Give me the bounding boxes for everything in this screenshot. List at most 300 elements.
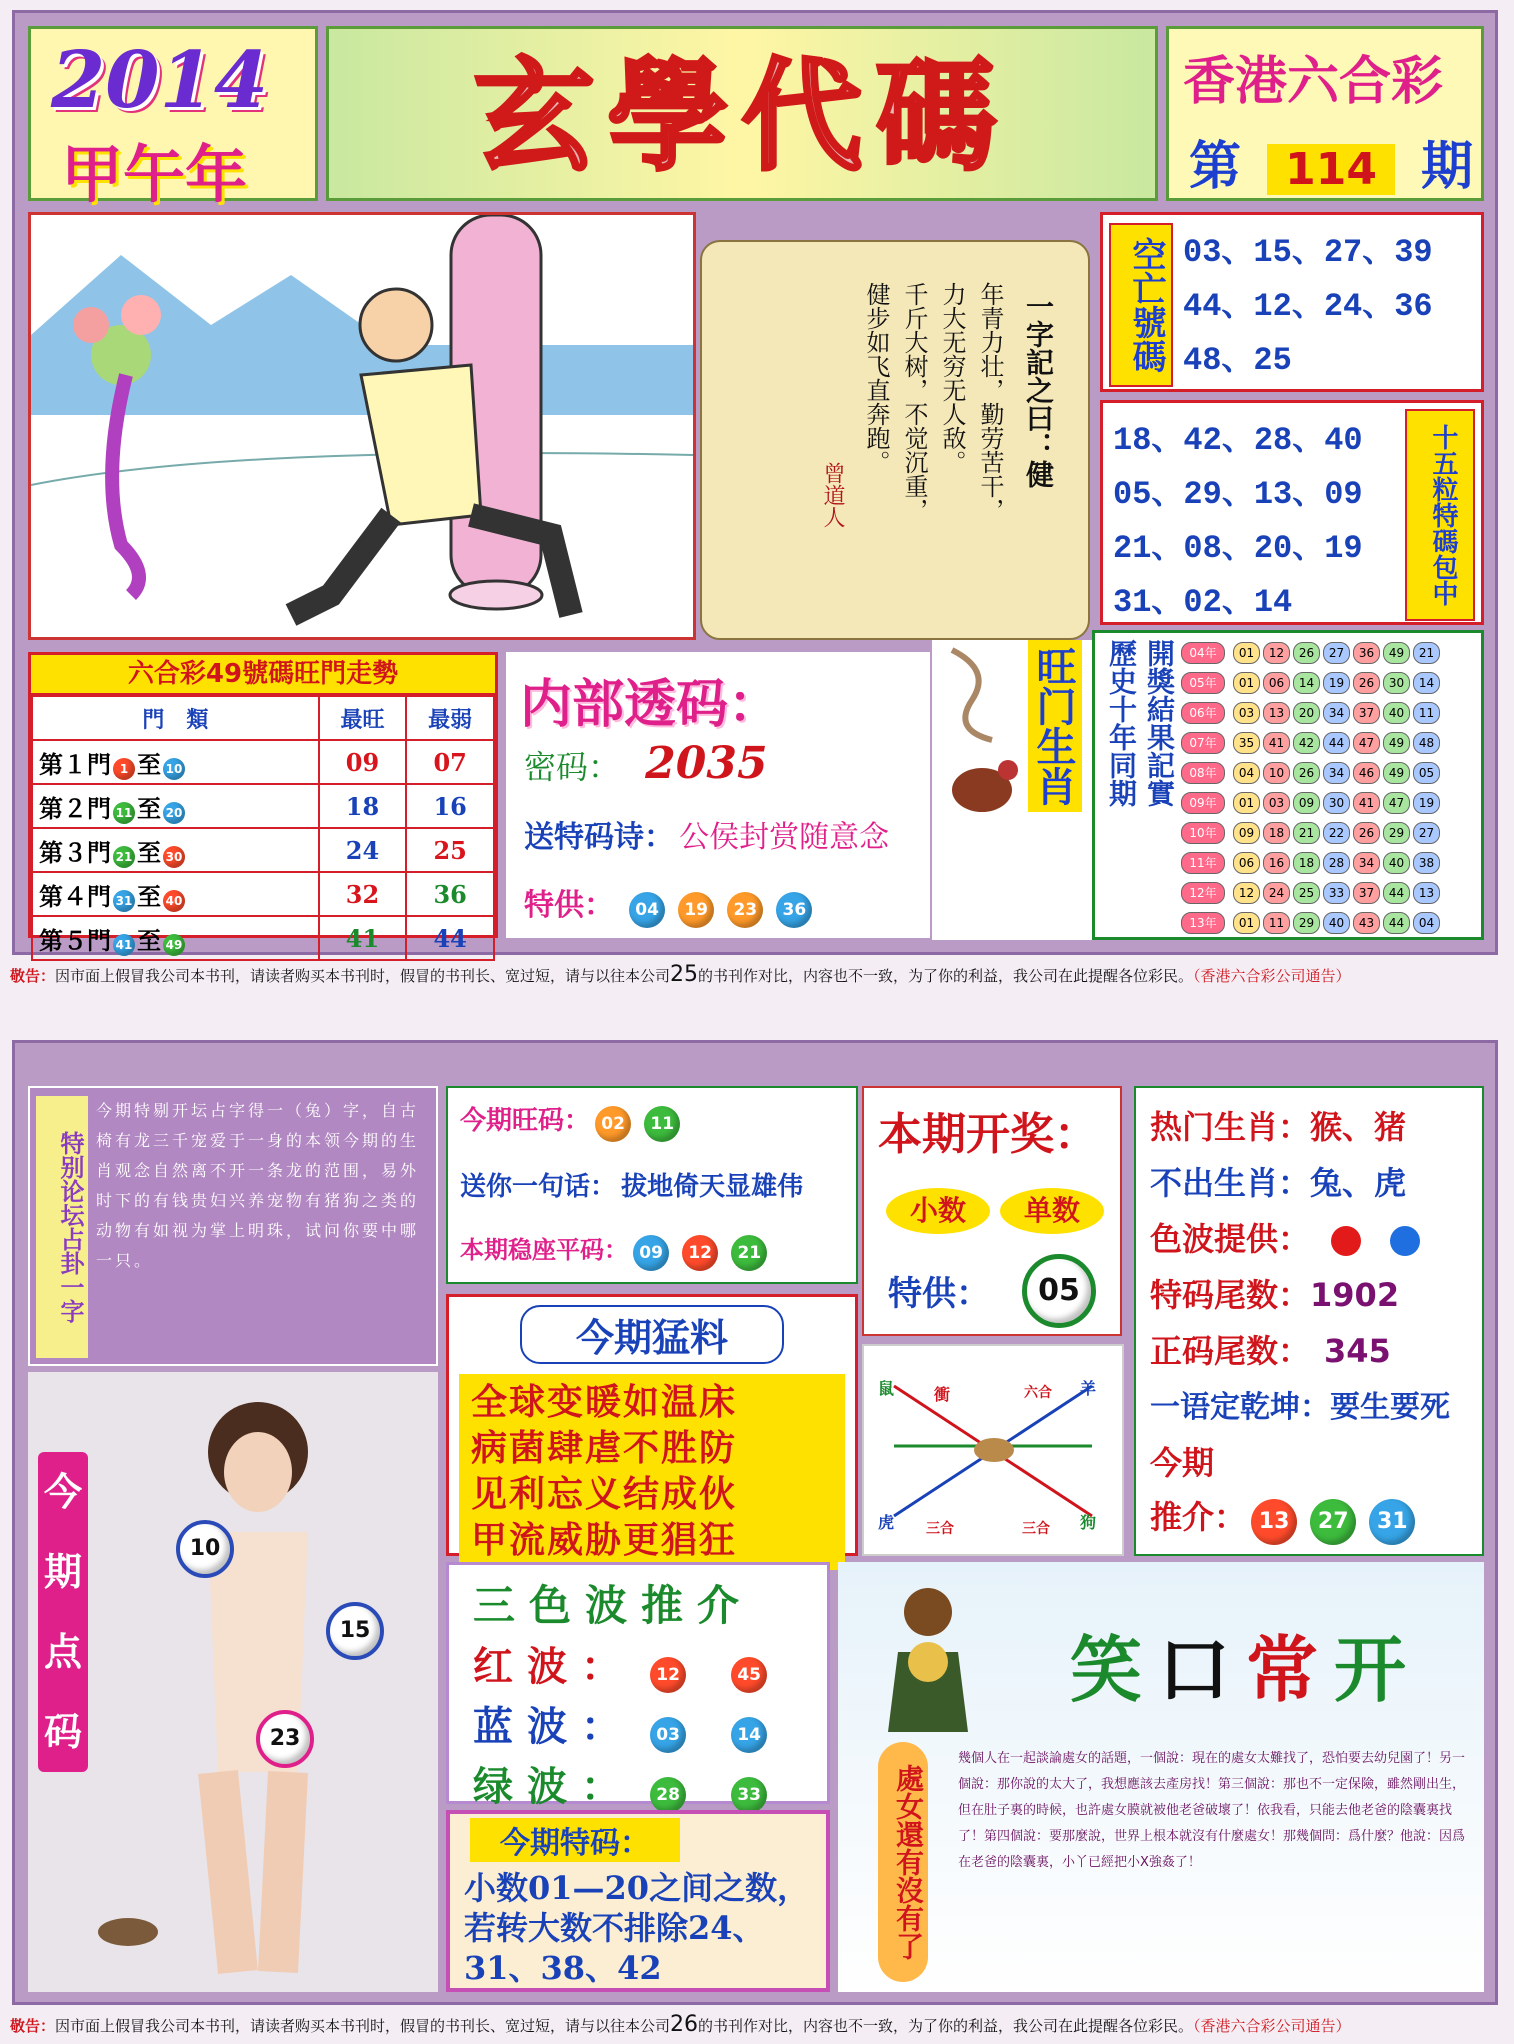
issue-line [1189, 124, 1473, 199]
gate-name: 第５門 [39, 926, 111, 955]
notice-num: 26 [670, 2012, 699, 2037]
insider-box [506, 652, 930, 938]
history-number: 35 [1233, 732, 1260, 754]
history-number: 01 [1233, 672, 1260, 694]
color-dot-red [1331, 1226, 1361, 1256]
zodiac-label: 三合 [926, 1521, 954, 1537]
history-row [1181, 759, 1481, 789]
zodiac-label: 羊 [1080, 1379, 1097, 1398]
history-number: 10 [1263, 762, 1290, 784]
brand-name: 香港六合彩 [1183, 52, 1444, 112]
table-row [32, 828, 494, 872]
zheng-value: 345 [1324, 1332, 1391, 1370]
forum-text: 今期特剔开坛占字得一（兔）字，自古椅有龙三千宠爱于一身的本领今期的生肖观念自然离不开一条龙的范围，易外时下的有钱贵妇兴养宠物有猪狗之类的动物有如视为掌上明珠，试问你要中哪一只。 [96, 1101, 420, 1270]
history-year: 11年 [1181, 852, 1225, 874]
title-banner [326, 26, 1158, 201]
empty-codes-label: 空亡號碼 [1109, 223, 1173, 387]
gate-to: 10 [163, 758, 185, 780]
special-15-line-4: 31、02、14 [1113, 584, 1293, 621]
special-15-label: 十五粒特碼包中 [1405, 409, 1475, 621]
history-number: 42 [1293, 732, 1320, 754]
history-number: 24 [1263, 882, 1290, 904]
history-number: 41 [1353, 792, 1380, 814]
gate-hot: 24 [319, 828, 407, 872]
history-number: 01 [1233, 642, 1260, 664]
rec-label-b: 推介： [1150, 1498, 1247, 1536]
notice-source: （香港六合彩公司通告） [1193, 967, 1351, 985]
rec-ball: 13 [1251, 1499, 1297, 1545]
forum-box [28, 1086, 438, 1366]
history-row [1181, 909, 1481, 939]
history-number: 34 [1323, 762, 1350, 784]
tri-ball: 28 [650, 1777, 686, 1813]
lottery-special-label: 特供： [888, 1274, 990, 1314]
joke-side-label: 處女還有沒有了 [878, 1742, 928, 1982]
mengliao-line: 病菌肆虐不胜防 [471, 1428, 738, 1469]
zodiac-label: 三合 [1022, 1521, 1050, 1537]
history-number: 05 [1413, 762, 1440, 784]
history-number: 04 [1413, 912, 1440, 934]
gate-cold: 44 [406, 916, 494, 960]
gate-name: 第１門 [39, 750, 111, 779]
joke-text: 幾個人在一起談論處女的話題，一個說：現在的處女太難找了，恐怕要去幼兒園了！另一個說：那你說的太大了，我想應該去產房找！第三個說：那也不一定保險，雖然剛出生，但在肚子裏的時候，也許處女膜就被他老爸破壞了！依我看，只能去他老爸的陰囊裏找了！第四個說：要那麼說，世界上根本就沒有什麼處女！那幾個問：爲什麼？他說：因爲在老爸的陰囊裏，小丫已經把小X強姦了！ [958, 1751, 1466, 1870]
special-ball: 04 [629, 892, 665, 928]
history-year: 10年 [1181, 822, 1225, 844]
today-points-char: 点 [43, 1630, 82, 1674]
tri-color-box [446, 1562, 830, 1810]
history-row [1181, 849, 1481, 879]
issue-suffix: 期 [1421, 137, 1474, 197]
wang-phrase: 拔地倚天显雄伟 [621, 1172, 804, 1202]
gate-from: 31 [113, 890, 135, 912]
history-number: 44 [1323, 732, 1350, 754]
history-number: 04 [1233, 762, 1260, 784]
notice-num: 25 [670, 962, 699, 987]
history-number: 21 [1413, 642, 1440, 664]
hot-zodiac-value: 猴、猪 [1310, 1108, 1407, 1146]
history-number: 34 [1353, 852, 1380, 874]
model-photo [28, 1372, 438, 1992]
history-number: 36 [1353, 642, 1380, 664]
history-number: 48 [1413, 732, 1440, 754]
history-number: 11 [1263, 912, 1290, 934]
color-dot-blue [1390, 1226, 1420, 1256]
gate-cold: 16 [406, 784, 494, 828]
wang-ball: 21 [731, 1235, 767, 1271]
history-number: 26 [1353, 672, 1380, 694]
wang-ball: 09 [633, 1235, 669, 1271]
gate-from: 1 [113, 758, 135, 780]
notice-text-a: 因市面上假冒我公司本书刊，请读者购买本书刊时，假冒的书刊长、宽过短，请与以往本公司 [55, 2017, 671, 2035]
history-number: 20 [1293, 702, 1320, 724]
gate-from: 41 [113, 934, 135, 956]
history-number: 40 [1383, 852, 1410, 874]
history-number: 09 [1233, 822, 1260, 844]
mengliao-title: 今期猛料 [520, 1305, 784, 1364]
history-label-b: 歷史十年同期 [1105, 639, 1138, 807]
tail-label: 特码尾数： [1150, 1276, 1311, 1314]
gate-from: 11 [113, 802, 135, 824]
history-row [1181, 789, 1481, 819]
hot-info-box [1134, 1086, 1484, 1556]
special-ball: 23 [727, 892, 763, 928]
mengliao-box [446, 1294, 858, 1561]
joke-title-char: 笑 [1070, 1628, 1159, 1712]
tri-label: 绿波： [473, 1764, 635, 1810]
history-number: 44 [1383, 882, 1410, 904]
dragon-rooster-icon [932, 640, 1032, 820]
gate-to-word: 至 [137, 794, 161, 823]
tri-row [473, 1755, 775, 1813]
password-line [524, 738, 768, 789]
history-number: 29 [1383, 822, 1410, 844]
poem-scroll [700, 240, 1090, 640]
insider-title: 内部透码： [520, 675, 781, 735]
history-year: 08年 [1181, 762, 1225, 784]
gate-to: 30 [163, 846, 185, 868]
points-ball: 15 [326, 1602, 384, 1660]
joke-title [1070, 1612, 1422, 1716]
tail-line [1150, 1270, 1399, 1316]
strongman-illustration [31, 215, 693, 637]
history-number: 37 [1353, 882, 1380, 904]
poem-heading: 一字記之曰：健 [1022, 292, 1055, 488]
points-ball: 23 [256, 1710, 314, 1768]
gate-from: 21 [113, 846, 135, 868]
history-year: 07年 [1181, 732, 1225, 754]
tri-row [473, 1695, 775, 1753]
rec-ball: 31 [1369, 1499, 1415, 1545]
history-number: 18 [1263, 822, 1290, 844]
main-title: 玄學代碼 [474, 46, 1010, 187]
mengliao-body [459, 1374, 845, 1570]
gate-cell [32, 784, 319, 828]
tri-color-title: 三色波推介 [473, 1581, 754, 1630]
poem-gift-text: 公侯封赏随意念 [679, 820, 890, 855]
gate-table-box [28, 652, 498, 955]
phrase-label: 一语定乾坤： [1150, 1390, 1330, 1425]
hot-zodiac-label: 热门生肖： [1150, 1108, 1311, 1146]
gate-hot: 18 [319, 784, 407, 828]
lottery-box [862, 1086, 1122, 1336]
gate-name: 第３門 [39, 838, 111, 867]
gate-cold: 07 [406, 740, 494, 784]
wang-ball: 12 [682, 1235, 718, 1271]
history-number: 06 [1263, 672, 1290, 694]
history-number: 27 [1413, 822, 1440, 844]
lottery-title: 本期开奖： [878, 1109, 1098, 1160]
history-row [1181, 819, 1481, 849]
lottery-tag: 小数 [886, 1188, 990, 1234]
history-number: 38 [1413, 852, 1440, 874]
tri-ball: 45 [731, 1657, 767, 1693]
rec-line [1150, 1492, 1423, 1545]
wang-line-1 [460, 1100, 688, 1142]
history-number: 06 [1233, 852, 1260, 874]
hot-zodiac-line [1150, 1102, 1406, 1148]
joke-title-char: 口 [1158, 1628, 1247, 1712]
notice-source: （香港六合彩公司通告） [1193, 2017, 1351, 2035]
special-code-box [446, 1810, 830, 1992]
lucky-zodiac-box [932, 640, 1092, 940]
special-ball: 36 [776, 892, 812, 928]
ganzhi-text: 甲午年 [61, 138, 248, 211]
notice-text-b: 的书刊作对比，内容也不一致，为了你的利益，我公司在此提醒各位彩民。 [698, 967, 1194, 985]
history-row [1181, 699, 1481, 729]
history-number: 40 [1323, 912, 1350, 934]
joke-title-char: 常 [1246, 1628, 1335, 1712]
tail-value: 1902 [1310, 1276, 1400, 1314]
history-row [1181, 669, 1481, 699]
notice-lead: 敬告： [10, 2017, 56, 2035]
history-year: 04年 [1181, 642, 1225, 664]
forum-label: 特别论坛占卦一字 [36, 1096, 88, 1358]
today-points-char: 今 [43, 1470, 82, 1514]
history-number: 13 [1263, 702, 1290, 724]
history-number: 47 [1353, 732, 1380, 754]
gate-name: 第２門 [39, 794, 111, 823]
history-number: 40 [1383, 702, 1410, 724]
special-code-title: 今期特码： [470, 1818, 680, 1862]
gate-to: 40 [163, 890, 185, 912]
gate-to: 49 [163, 934, 185, 956]
wang-ball: 11 [644, 1106, 680, 1142]
gate-cell [32, 740, 319, 784]
history-number: 49 [1383, 642, 1410, 664]
history-number: 33 [1323, 882, 1350, 904]
gate-to: 20 [163, 802, 185, 824]
table-row [32, 784, 494, 828]
zodiac-label: 六合 [1024, 1385, 1052, 1401]
gate-hot: 32 [319, 872, 407, 916]
tri-ball: 03 [650, 1717, 686, 1753]
tri-ball: 33 [731, 1777, 767, 1813]
history-number: 03 [1233, 702, 1260, 724]
history-row [1181, 879, 1481, 909]
history-number: 46 [1353, 762, 1380, 784]
illustration-panel [28, 212, 696, 640]
issue-prefix: 第 [1189, 137, 1242, 197]
zheng-line [1150, 1326, 1391, 1372]
table-row [32, 740, 494, 784]
history-number: 26 [1293, 642, 1320, 664]
notice-lead: 敬告： [10, 967, 56, 985]
today-points-char: 码 [43, 1710, 82, 1754]
poem-signature: 曾道人 [820, 462, 845, 528]
gate-table [31, 695, 495, 961]
gate-hot: 09 [319, 740, 407, 784]
lottery-tag: 单数 [1000, 1188, 1104, 1234]
empty-codes-line-1: 03、15、27、39 [1183, 234, 1433, 271]
gate-table-title: 六合彩49號碼旺門走勢 [31, 655, 495, 695]
history-number: 12 [1263, 642, 1290, 664]
history-number: 09 [1293, 792, 1320, 814]
history-number: 25 [1293, 882, 1320, 904]
notice-bottom [10, 2012, 1510, 2042]
phrase-line [1150, 1382, 1450, 1426]
money-bag-icon [868, 1582, 988, 1732]
history-number: 14 [1293, 672, 1320, 694]
history-number: 18 [1293, 852, 1320, 874]
history-label-a: 開獎結果記實 [1143, 639, 1176, 807]
history-number: 19 [1413, 792, 1440, 814]
mengliao-line: 全球变暖如温床 [471, 1382, 738, 1423]
history-number: 01 [1233, 912, 1260, 934]
phrase-value: 要生要死 [1330, 1390, 1450, 1425]
photo-area [28, 1372, 438, 1992]
zodiac-label: 狗 [1080, 1513, 1097, 1532]
gate-table-header [32, 696, 494, 740]
gate-cell [32, 872, 319, 916]
history-number: 22 [1323, 822, 1350, 844]
wang-label: 送你一句话： [460, 1172, 617, 1202]
tri-ball: 14 [731, 1717, 767, 1753]
poem-gift-label: 送特码诗： [524, 820, 674, 855]
special-15-line-1: 18、42、28、40 [1113, 422, 1363, 459]
mengliao-line: 甲流威胁更猖狂 [471, 1520, 738, 1561]
gate-hot: 41 [319, 916, 407, 960]
history-number: 47 [1383, 792, 1410, 814]
history-number: 19 [1323, 672, 1350, 694]
zodiac-label: 衝 [934, 1385, 951, 1404]
special-15-box [1100, 400, 1484, 625]
password-value: 2035 [645, 738, 768, 789]
empty-codes-box [1100, 212, 1484, 392]
history-number: 11 [1413, 702, 1440, 724]
poem-line-3: 千斤大树，不觉沉重， [900, 282, 928, 522]
history-number: 37 [1353, 702, 1380, 724]
points-ball: 10 [176, 1520, 234, 1578]
color-label: 色波提供： [1150, 1220, 1311, 1258]
poem-line-4: 健步如飞直奔跑。 [862, 282, 890, 474]
header-gate: 門 類 [32, 696, 319, 740]
poem-line-1: 年青力壮，勤劳苦干， [976, 282, 1004, 522]
lucky-zodiac-label: 旺门生肖 [1028, 640, 1082, 812]
password-label: 密码： [524, 748, 621, 786]
tri-label: 红波： [473, 1644, 635, 1690]
not-zodiac-label: 不出生肖： [1150, 1164, 1311, 1202]
gate-to-word: 至 [137, 926, 161, 955]
special-code-text: 小数01—20之间之数，若转大数不排除24、31、38、42 [464, 1869, 810, 1987]
table-row [32, 916, 494, 960]
history-number: 34 [1323, 702, 1350, 724]
year-box [28, 26, 318, 211]
poem-gift-line [524, 812, 889, 856]
wang-label: 本期稳座平码： [460, 1236, 628, 1264]
history-number: 29 [1293, 912, 1320, 934]
wang-line-3 [460, 1230, 775, 1271]
wang-ball: 02 [595, 1106, 631, 1142]
wang-label: 今期旺码： [460, 1106, 591, 1136]
special-ball: 19 [678, 892, 714, 928]
gate-to-word: 至 [137, 750, 161, 779]
gate-cell [32, 916, 319, 960]
tri-row [473, 1635, 775, 1693]
notice-text-b: 的书刊作对比，内容也不一致，为了你的利益，我公司在此提醒各位彩民。 [698, 2017, 1194, 2035]
tri-ball: 12 [650, 1657, 686, 1693]
color-line [1150, 1214, 1420, 1260]
history-row [1181, 639, 1481, 669]
special-gift-label: 特供： [524, 888, 614, 923]
person-icon [360, 289, 432, 361]
history-number: 41 [1263, 732, 1290, 754]
history-year: 05年 [1181, 672, 1225, 694]
history-number: 26 [1353, 822, 1380, 844]
notice-text-a: 因市面上假冒我公司本书刊，请读者购买本书刊时，假冒的书刊长、宽过短，请与以往本公司 [55, 967, 671, 985]
gate-to-word: 至 [137, 882, 161, 911]
history-year: 12年 [1181, 882, 1225, 904]
history-number: 49 [1383, 732, 1410, 754]
history-box [1092, 630, 1484, 940]
today-points-label [38, 1452, 88, 1772]
gate-name: 第４門 [39, 882, 111, 911]
joke-box [838, 1562, 1484, 1992]
wang-line-2 [460, 1166, 803, 1203]
history-number: 27 [1323, 642, 1350, 664]
history-year: 09年 [1181, 792, 1225, 814]
history-year: 06年 [1181, 702, 1225, 724]
rec-ball: 27 [1310, 1499, 1356, 1545]
history-year: 13年 [1181, 912, 1225, 934]
history-number: 26 [1293, 762, 1320, 784]
history-row [1181, 729, 1481, 759]
history-number: 30 [1323, 792, 1350, 814]
history-number: 01 [1233, 792, 1260, 814]
gate-cold: 36 [406, 872, 494, 916]
history-number: 28 [1323, 852, 1350, 874]
special-15-line-3: 21、08、20、19 [1113, 530, 1363, 567]
history-number: 43 [1353, 912, 1380, 934]
table-row [32, 872, 494, 916]
rec-label-a: 今期 [1150, 1444, 1215, 1482]
poem-line-2: 力大无穷无人敌。 [938, 282, 966, 474]
history-number: 03 [1263, 792, 1290, 814]
history-number: 12 [1233, 882, 1260, 904]
special-15-line-2: 05、29、13、09 [1113, 476, 1363, 513]
issue-number: 114 [1267, 144, 1395, 195]
history-number: 13 [1413, 882, 1440, 904]
not-zodiac-value: 兔、虎 [1310, 1164, 1407, 1202]
history-number: 49 [1383, 762, 1410, 784]
history-number: 21 [1293, 822, 1320, 844]
header-hot: 最旺 [319, 696, 407, 740]
history-number: 14 [1413, 672, 1440, 694]
tri-label: 蓝波： [473, 1704, 635, 1750]
year-text: 2014 [51, 35, 269, 126]
lottery-special-ball: 05 [1022, 1254, 1096, 1328]
gate-cold: 25 [406, 828, 494, 872]
mengliao-line: 见利忘义结成伙 [471, 1474, 738, 1515]
header-cold: 最弱 [406, 696, 494, 740]
empty-codes-line-3: 48、25 [1183, 342, 1292, 379]
history-number: 16 [1263, 852, 1290, 874]
zodiac-label: 鼠 [878, 1379, 895, 1398]
gate-to-word: 至 [137, 838, 161, 867]
zodiac-label: 虎 [878, 1513, 895, 1532]
history-rows [1181, 639, 1481, 939]
notice-top [10, 962, 1510, 992]
special-gift-line [524, 880, 820, 928]
wang-box [446, 1086, 858, 1284]
zodiac-chart-box [862, 1344, 1124, 1556]
brand-box [1166, 26, 1484, 201]
today-points-char: 期 [43, 1550, 82, 1594]
history-number: 30 [1383, 672, 1410, 694]
zheng-label: 正码尾数： [1150, 1332, 1311, 1370]
horse-icon [98, 1918, 158, 1946]
empty-codes-line-2: 44、12、24、36 [1183, 288, 1433, 325]
joke-title-char: 开 [1334, 1628, 1423, 1712]
